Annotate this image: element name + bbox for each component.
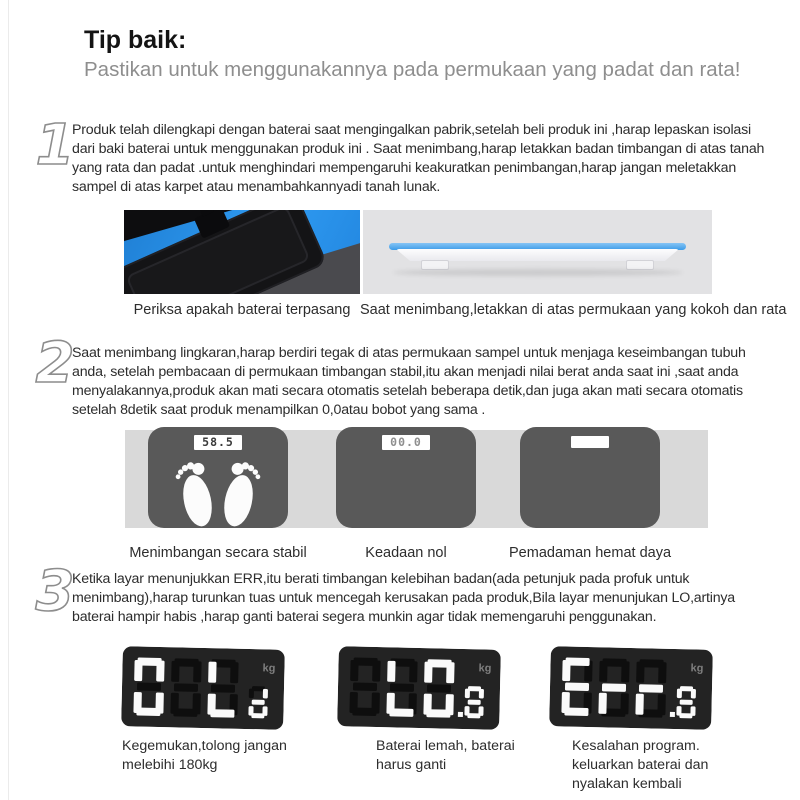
scale-display-value: 58.5	[194, 435, 242, 450]
step-2-paragraph: Saat menimbang lingkaran,harap berdiri tegak di atas permukaan sampel untuk menjaga keseimbangan tubuh anda, setelah pembacaan di permukaan timbangan stabil,itu akan menjadi nilai berat anda saat ini ,saat anda menyalakannya,produk akan mati secara otomatis setelah beberapa detik,dan juga akan mati secara otomatis setelah 8detik saat produk menampilkan 0,0atau bobot yang sama .	[72, 345, 746, 418]
battery-compartment-photo	[124, 210, 360, 294]
step-1-number: 1	[35, 113, 75, 178]
scale-display-value: 00.0	[382, 435, 430, 450]
svg-text:kg: kg	[478, 662, 492, 675]
scale-off-graphic	[520, 427, 660, 528]
lcd-caption: Kegemukan,tolong jangan melebihi 180kg	[122, 738, 287, 773]
svg-text:kg: kg	[690, 662, 704, 675]
svg-text:kg: kg	[262, 662, 276, 675]
scale-glass-top	[389, 243, 686, 250]
lcd-display-low-battery	[337, 646, 501, 730]
figure-caption: Saat menimbang,letakkan di atas permukaan yang kokoh dan rata	[360, 302, 787, 318]
scale-display-value	[571, 436, 609, 448]
lcd-caption: Kesalahan program. keluarkan baterai dan nyalakan kembali	[572, 738, 709, 792]
scale-shadow	[393, 269, 683, 276]
scale-caption: Keadaan nol	[365, 545, 447, 561]
lcd-display-error	[549, 646, 713, 730]
page-left-divider	[8, 0, 9, 800]
page-title: Tip baik:	[84, 26, 187, 54]
step-3-paragraph: Ketika layar menunjukkan ERR,itu berati timbangan kelebihan badan(ada petunjuk pada profuk untuk menimbang),harap turunkan tuas untuk mencegah kerusakan pada produk,Bila layar menunjukan LO,artinya baterai hampir habis ,harap ganti baterai segera munkin agar tidak memengaruhi penggunakan.	[72, 571, 735, 625]
page-subtitle: Pastikan untuk menggunakannya pada permukaan yang padat dan rata!	[84, 58, 741, 81]
step-3-number: 3	[35, 559, 75, 624]
scale-foot-left	[421, 260, 449, 270]
step-2-number: 2	[35, 331, 75, 396]
lcd-caption: Baterai lemah, baterai harus ganti	[376, 738, 515, 773]
scale-zero-graphic	[336, 427, 476, 528]
scale-caption: Menimbangan secara stabil	[129, 545, 307, 561]
scale-side-view-photo	[363, 210, 712, 294]
scale-weighing-graphic	[148, 427, 288, 528]
scale-caption: Pemadaman hemat daya	[509, 545, 672, 561]
scale-foot-right	[626, 260, 654, 270]
lcd-display-overload	[121, 646, 285, 730]
step-1-paragraph: Produk telah dilengkapi dengan baterai saat mengingalkan pabrik,setelah beli produk ini ,harap lepaskan isolasi dari baki baterai untuk menggunakan produk ini . Saat menimbang,harap letakkan badan timbangan di atas tanah yang rata dan padat .untuk menghindari mempengaruhi keakuratkan penimbangan,harap jangan meletakkan sampel di atas karpet atau menambahkannyadi tanah lunak.	[72, 122, 765, 195]
figure-caption: Periksa apakah baterai terpasang	[133, 302, 351, 318]
